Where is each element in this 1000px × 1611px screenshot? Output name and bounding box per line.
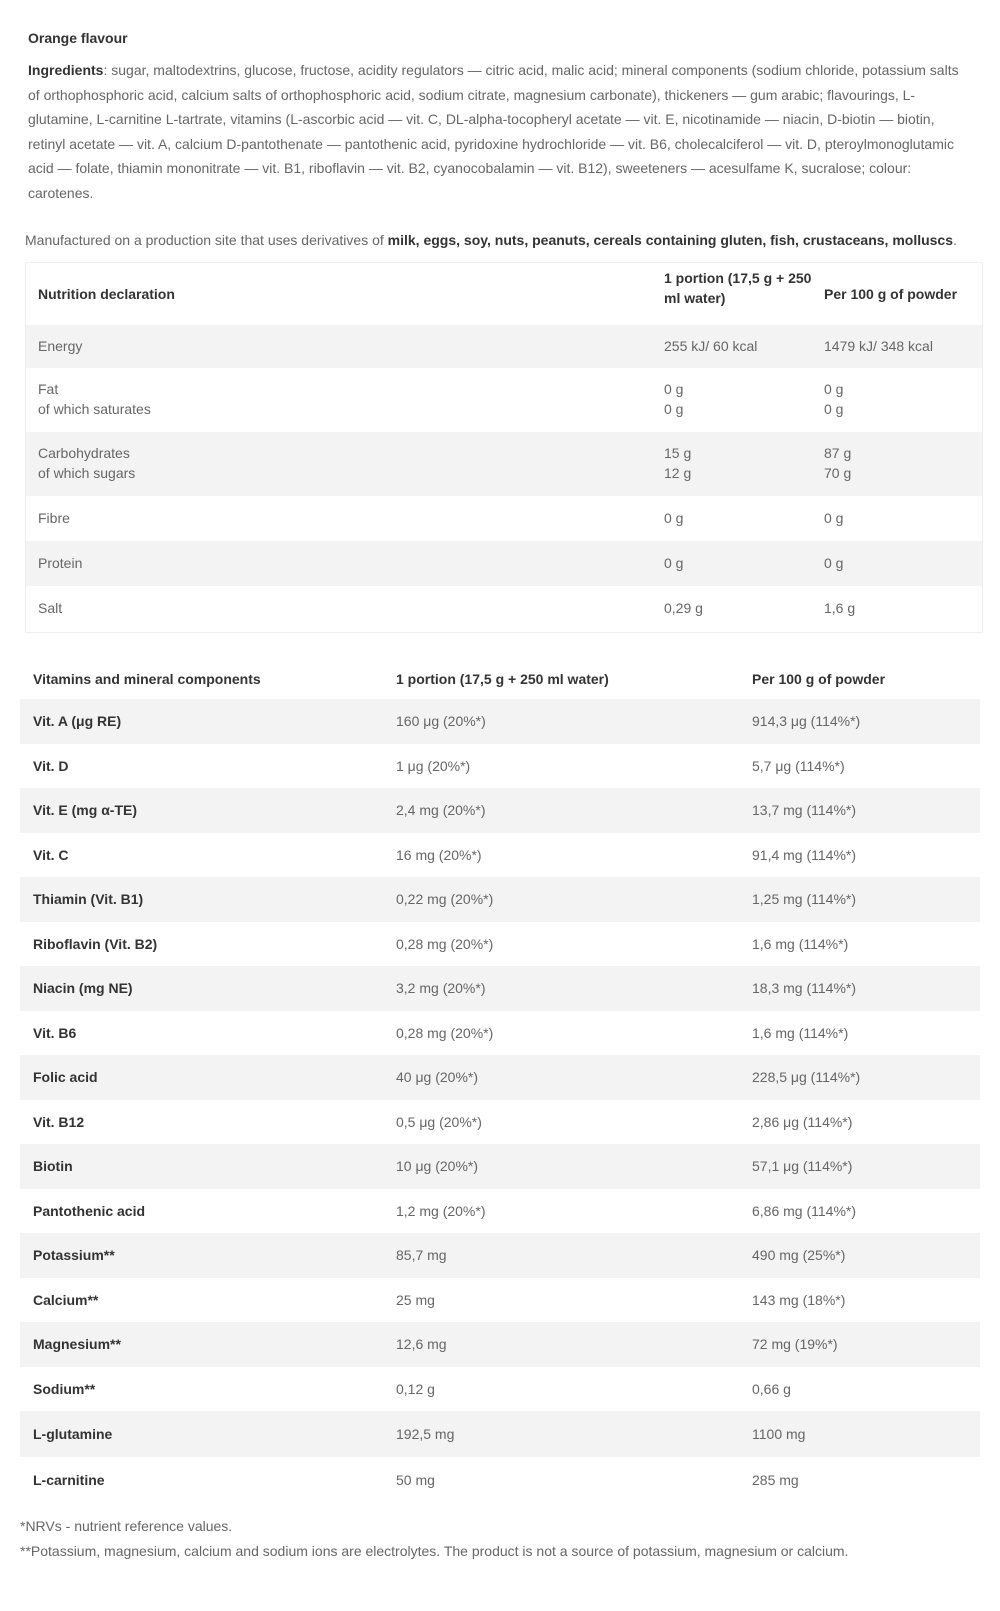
ingredients-paragraph (28, 58, 968, 205)
vitamin-name: Magnesium** (33, 1336, 121, 1353)
vitamin-name: Potassium** (33, 1247, 115, 1264)
vitamin-per100: 143 mg (18%*) (752, 1291, 846, 1308)
vitamin-row (20, 1144, 980, 1189)
nutrient-name: Salt (38, 600, 63, 616)
vitamin-row (20, 744, 980, 789)
nutrition-row (26, 496, 982, 541)
vitamin-portion: 16 mg (20%*) (396, 846, 482, 863)
nutrient-subname: of which saturates (38, 401, 151, 417)
vitamin-portion: 1 μg (20%*) (396, 757, 471, 774)
nutrition-row (26, 368, 982, 432)
vitamin-per100: 1100 mg (752, 1426, 806, 1442)
vitamin-name: L-glutamine (33, 1426, 113, 1442)
ingredients-text: : sugar, maltodextrins, glucose, fructose, acidity regulators — citric acid, malic acid; mineral components (sodium chloride, potassium salts of orthophosphoric acid, calcium salts of orthophosphoric acid, sodium citrate, magnesium carbonate), thickeners — gum arabic; flavourings, L-glutamine, L-carnitine L-tartrate, vitamins (L-ascorbic acid — vit. C, DL-alpha-tocopheryl acetate — vit. E, nicotinamide — niacin, D-biotin — biotin, retinyl acetate — vit. A, calcium D-pantothenate — pantothenic acid, pyridoxine hydrochloride — vit. B6, cholecalciferol — vit. D, pteroylmonoglutamic acid — folate, thiamin mononitrate — vit. B1, riboflavin — vit. B2, cyanocobalamin — vit. B12), sweeteners — acesulfame K, sucralose; colour: carotenes. (28, 62, 959, 201)
vitamin-name: Vit. E (mg α-TE) (33, 802, 138, 819)
nutrient-per100: 0 g (824, 555, 844, 571)
vitamin-portion: 1,2 mg (20%*) (396, 1202, 486, 1219)
nutrient-portion: 0 g (664, 381, 684, 397)
vitamin-row (20, 1278, 980, 1323)
vitamin-per100: 6,86 mg (114%*) (752, 1202, 857, 1219)
nutrient-portion: 255 kJ/ 60 kcal (664, 338, 758, 354)
vitamin-row (20, 788, 980, 833)
nutrient-portion-sub: 12 g (664, 465, 692, 481)
vitamin-per100: 13,7 mg (114%*) (752, 802, 857, 819)
vitamin-per100: 228,5 μg (114%*) (752, 1069, 861, 1086)
vitamin-per100: 91,4 mg (114%*) (752, 846, 857, 863)
allergen-notice (25, 232, 957, 248)
nutrition-row (26, 586, 982, 632)
vitamin-name: Vit. C (33, 846, 69, 863)
vitamin-name: Biotin (33, 1158, 73, 1175)
nutrient-subname: of which sugars (38, 465, 136, 481)
vitamin-portion: 3,2 mg (20%*) (396, 980, 486, 997)
vitamin-per100: 1,25 mg (114%*) (752, 891, 857, 908)
ingredients-label: Ingredients (28, 62, 104, 78)
nutrition-row (26, 432, 982, 496)
vitamin-row (20, 1011, 980, 1056)
nutrient-name: Fibre (38, 510, 70, 526)
vitamin-per100: 5,7 μg (114%*) (752, 757, 845, 774)
vitamin-portion: 10 μg (20%*) (396, 1158, 478, 1175)
vitamin-portion: 40 μg (20%*) (396, 1069, 478, 1086)
nutrition-row (26, 325, 982, 368)
nutrient-name: Protein (38, 555, 83, 571)
vitamin-name: Niacin (mg NE) (33, 980, 133, 997)
vitamin-row (20, 1322, 980, 1367)
vitamin-name: Vit. B6 (33, 1024, 77, 1041)
vitamin-row (20, 1189, 980, 1234)
nutrition-row (26, 541, 982, 586)
vitamin-name: Folic acid (33, 1069, 98, 1086)
vitamin-portion: 12,6 mg (396, 1336, 447, 1353)
vitamin-portion: 160 μg (20%*) (396, 713, 486, 730)
vitamin-portion: 85,7 mg (396, 1247, 447, 1264)
vitamin-name: Vit. B12 (33, 1113, 85, 1130)
nutrition-header-row (26, 263, 982, 325)
nutrient-per100: 0 g (824, 381, 844, 397)
vitamin-name: Sodium** (33, 1380, 96, 1397)
allergen-suffix: . (953, 232, 957, 248)
vitamin-portion: 25 mg (396, 1291, 435, 1308)
nutrient-per100: 1,6 g (824, 600, 856, 616)
vitamin-name: Pantothenic acid (33, 1202, 146, 1219)
vitamin-name: Riboflavin (Vit. B2) (33, 935, 158, 952)
vitamin-per100: 490 mg (25%*) (752, 1247, 846, 1264)
vitamin-portion: 192,5 mg (396, 1426, 455, 1442)
nutrient-portion: 15 g (664, 445, 692, 461)
vitamin-row (20, 1055, 980, 1100)
nutrient-per100: 1479 kJ/ 348 kcal (824, 338, 933, 354)
nutrient-name: Carbohydrates (38, 445, 130, 461)
allergen-prefix: Manufactured on a production site that uses derivatives of (25, 232, 388, 248)
vitamin-portion: 0,28 mg (20%*) (396, 1024, 494, 1041)
vitamin-per100: 57,1 μg (114%*) (752, 1158, 853, 1175)
vitamin-row (20, 1100, 980, 1145)
vitamin-per100: 1,6 mg (114%*) (752, 1024, 849, 1041)
vitamin-row (20, 877, 980, 922)
vitamin-row (20, 966, 980, 1011)
vitamin-portion: 0,28 mg (20%*) (396, 935, 494, 952)
nutrient-portion: 0,29 g (664, 600, 703, 616)
vitamin-portion: 50 mg (396, 1472, 435, 1488)
vitamin-per100: 18,3 mg (114%*) (752, 980, 857, 997)
vitamin-name: Calcium** (33, 1291, 99, 1308)
flavour-title: Orange flavour (28, 30, 128, 46)
nutrient-per100: 0 g (824, 510, 844, 526)
vitamin-row (20, 1457, 980, 1503)
vitamin-portion: 0,5 μg (20%*) (396, 1113, 482, 1130)
allergen-list: milk, eggs, soy, nuts, peanuts, cereals containing gluten, fish, crustaceans, molluscs (387, 232, 954, 248)
vitamin-per100: 285 mg (752, 1472, 799, 1488)
vitamins-header-portion: 1 portion (17,5 g + 250 ml water) (396, 671, 609, 687)
nutrient-portion-sub: 0 g (664, 401, 684, 417)
nutrition-header-portion: 1 portion (17,5 g + 250 ml water) (664, 270, 812, 306)
vitamin-per100: 0,66 g (752, 1380, 791, 1397)
nutrition-header-name: Nutrition declaration (38, 286, 175, 302)
vitamin-name: Vit. A (μg RE) (33, 713, 122, 730)
vitamin-portion: 2,4 mg (20%*) (396, 802, 486, 819)
nutrition-header-per100: Per 100 g of powder (824, 286, 958, 302)
vitamin-name: Thiamin (Vit. B1) (33, 891, 144, 908)
nutrient-per100-sub: 70 g (824, 465, 852, 481)
vitamin-per100: 72 mg (19%*) (752, 1336, 838, 1353)
vitamin-row (20, 922, 980, 967)
vitamin-name: L-carnitine (33, 1472, 105, 1488)
vitamin-per100: 914,3 μg (114%*) (752, 713, 861, 730)
footnote-nrv: *NRVs - nutrient reference values. (20, 1518, 233, 1534)
vitamin-portion: 0,22 mg (20%*) (396, 891, 494, 908)
vitamin-per100: 1,6 mg (114%*) (752, 935, 849, 952)
vitamin-row (20, 699, 980, 744)
nutrient-name: Energy (38, 338, 83, 354)
footnote-electrolytes: **Potassium, magnesium, calcium and sodium ions are electrolytes. The product is not a source of potassium, magnesium or calcium. (20, 1543, 849, 1559)
vitamins-header-name: Vitamins and mineral components (33, 671, 261, 687)
vitamin-row (20, 833, 980, 878)
nutrient-per100: 87 g (824, 445, 852, 461)
vitamin-portion: 0,12 g (396, 1380, 435, 1397)
vitamin-row (20, 1367, 980, 1412)
nutrient-name: Fat (38, 381, 59, 397)
vitamin-per100: 2,86 μg (114%*) (752, 1113, 853, 1130)
vitamin-row (20, 1233, 980, 1278)
vitamins-header-row (20, 659, 980, 699)
vitamin-row (20, 1411, 980, 1457)
vitamin-name: Vit. D (33, 757, 69, 774)
nutrient-per100-sub: 0 g (824, 401, 844, 417)
nutrient-portion: 0 g (664, 555, 684, 571)
vitamins-header-per100: Per 100 g of powder (752, 671, 886, 687)
vitamins-table (20, 659, 980, 1503)
nutrient-portion: 0 g (664, 510, 684, 526)
nutrition-table (25, 262, 983, 633)
